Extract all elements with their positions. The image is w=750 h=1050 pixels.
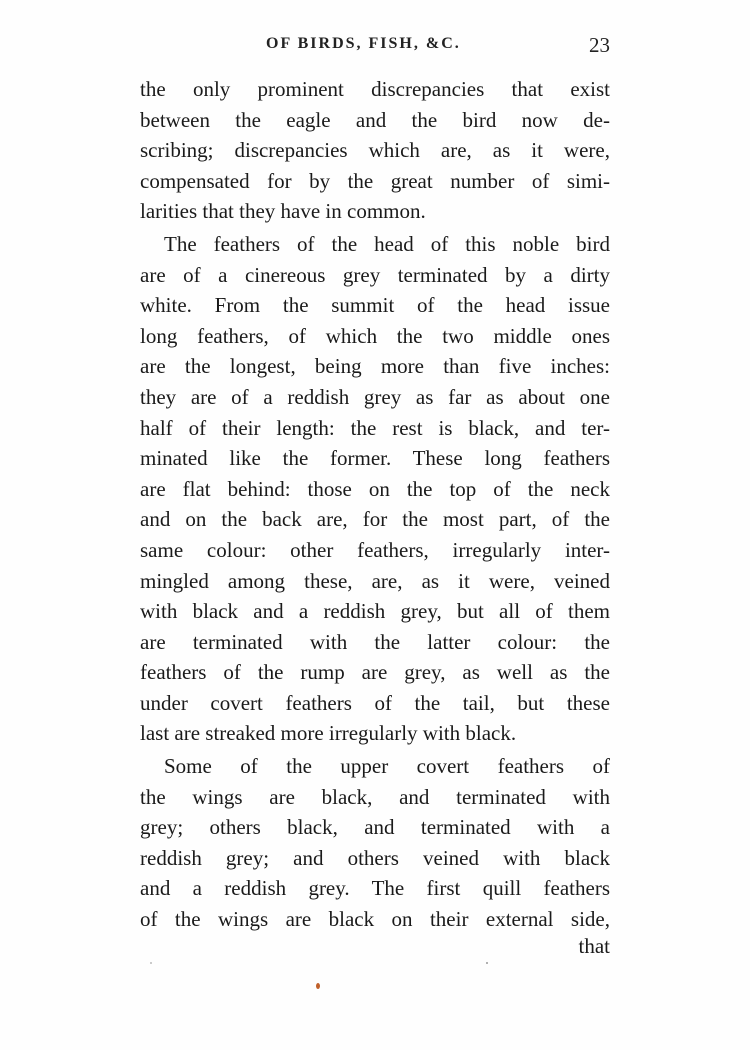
body-text bbox=[140, 74, 610, 935]
text-line: and a reddish grey. The first quill feathers bbox=[140, 876, 610, 901]
text-line: and on the back are, for the most part, of the bbox=[140, 507, 610, 532]
text-line: grey; others black, and terminated with a bbox=[140, 815, 610, 840]
paper-speck bbox=[486, 962, 488, 964]
text-line: feathers of the rump are grey, as well as the bbox=[140, 660, 610, 685]
page-number: 23 bbox=[589, 33, 610, 57]
running-head bbox=[140, 33, 610, 59]
text-line: are terminated with the latter colour: the bbox=[140, 629, 610, 654]
text-line: larities that they have in common. bbox=[140, 199, 426, 224]
running-head-title: OF BIRDS, FISH, &C. bbox=[266, 35, 461, 52]
text-line: white. From the summit of the head issue bbox=[140, 293, 610, 318]
text-line: Some of the upper covert feathers of bbox=[164, 754, 610, 779]
paragraph-3 bbox=[140, 751, 610, 935]
text-line: are the longest, being more than five inches: bbox=[140, 354, 610, 379]
text-line: same colour: other feathers, irregularly inter- bbox=[140, 537, 610, 562]
text-line: they are of a reddish grey as far as about one bbox=[140, 384, 610, 409]
catchword: that bbox=[578, 934, 610, 958]
paper-speck bbox=[150, 962, 152, 964]
text-line: long feathers, of which the two middle ones bbox=[140, 323, 610, 348]
text-line: half of their length: the rest is black, and ter- bbox=[140, 415, 610, 440]
text-line: under covert feathers of the tail, but these bbox=[140, 690, 610, 715]
paper-speck bbox=[316, 983, 320, 989]
text-line: of the wings are black on their external side, bbox=[140, 907, 610, 932]
text-line: compensated for by the great number of simi- bbox=[140, 168, 610, 193]
text-line: mingled among these, are, as it were, veined bbox=[140, 568, 610, 593]
text-line: reddish grey; and others veined with black bbox=[140, 845, 610, 870]
paragraph-2 bbox=[140, 229, 610, 749]
text-line: with black and a reddish grey, but all of them bbox=[140, 599, 610, 624]
text-line: the wings are black, and terminated with bbox=[140, 784, 610, 809]
text-line: are flat behind: those on the top of the neck bbox=[140, 476, 610, 501]
text-line: are of a cinereous grey terminated by a dirty bbox=[140, 262, 610, 287]
text-line: the only prominent discrepancies that exist bbox=[140, 77, 610, 101]
text-line: scribing; discrepancies which are, as it were, bbox=[140, 138, 610, 163]
text-line: The feathers of the head of this noble bird bbox=[164, 231, 610, 256]
text-line: between the eagle and the bird now de- bbox=[140, 107, 610, 132]
text-line: minated like the former. These long feathers bbox=[140, 446, 610, 471]
paragraph-1 bbox=[140, 74, 610, 227]
text-line: last are streaked more irregularly with black. bbox=[140, 721, 517, 746]
